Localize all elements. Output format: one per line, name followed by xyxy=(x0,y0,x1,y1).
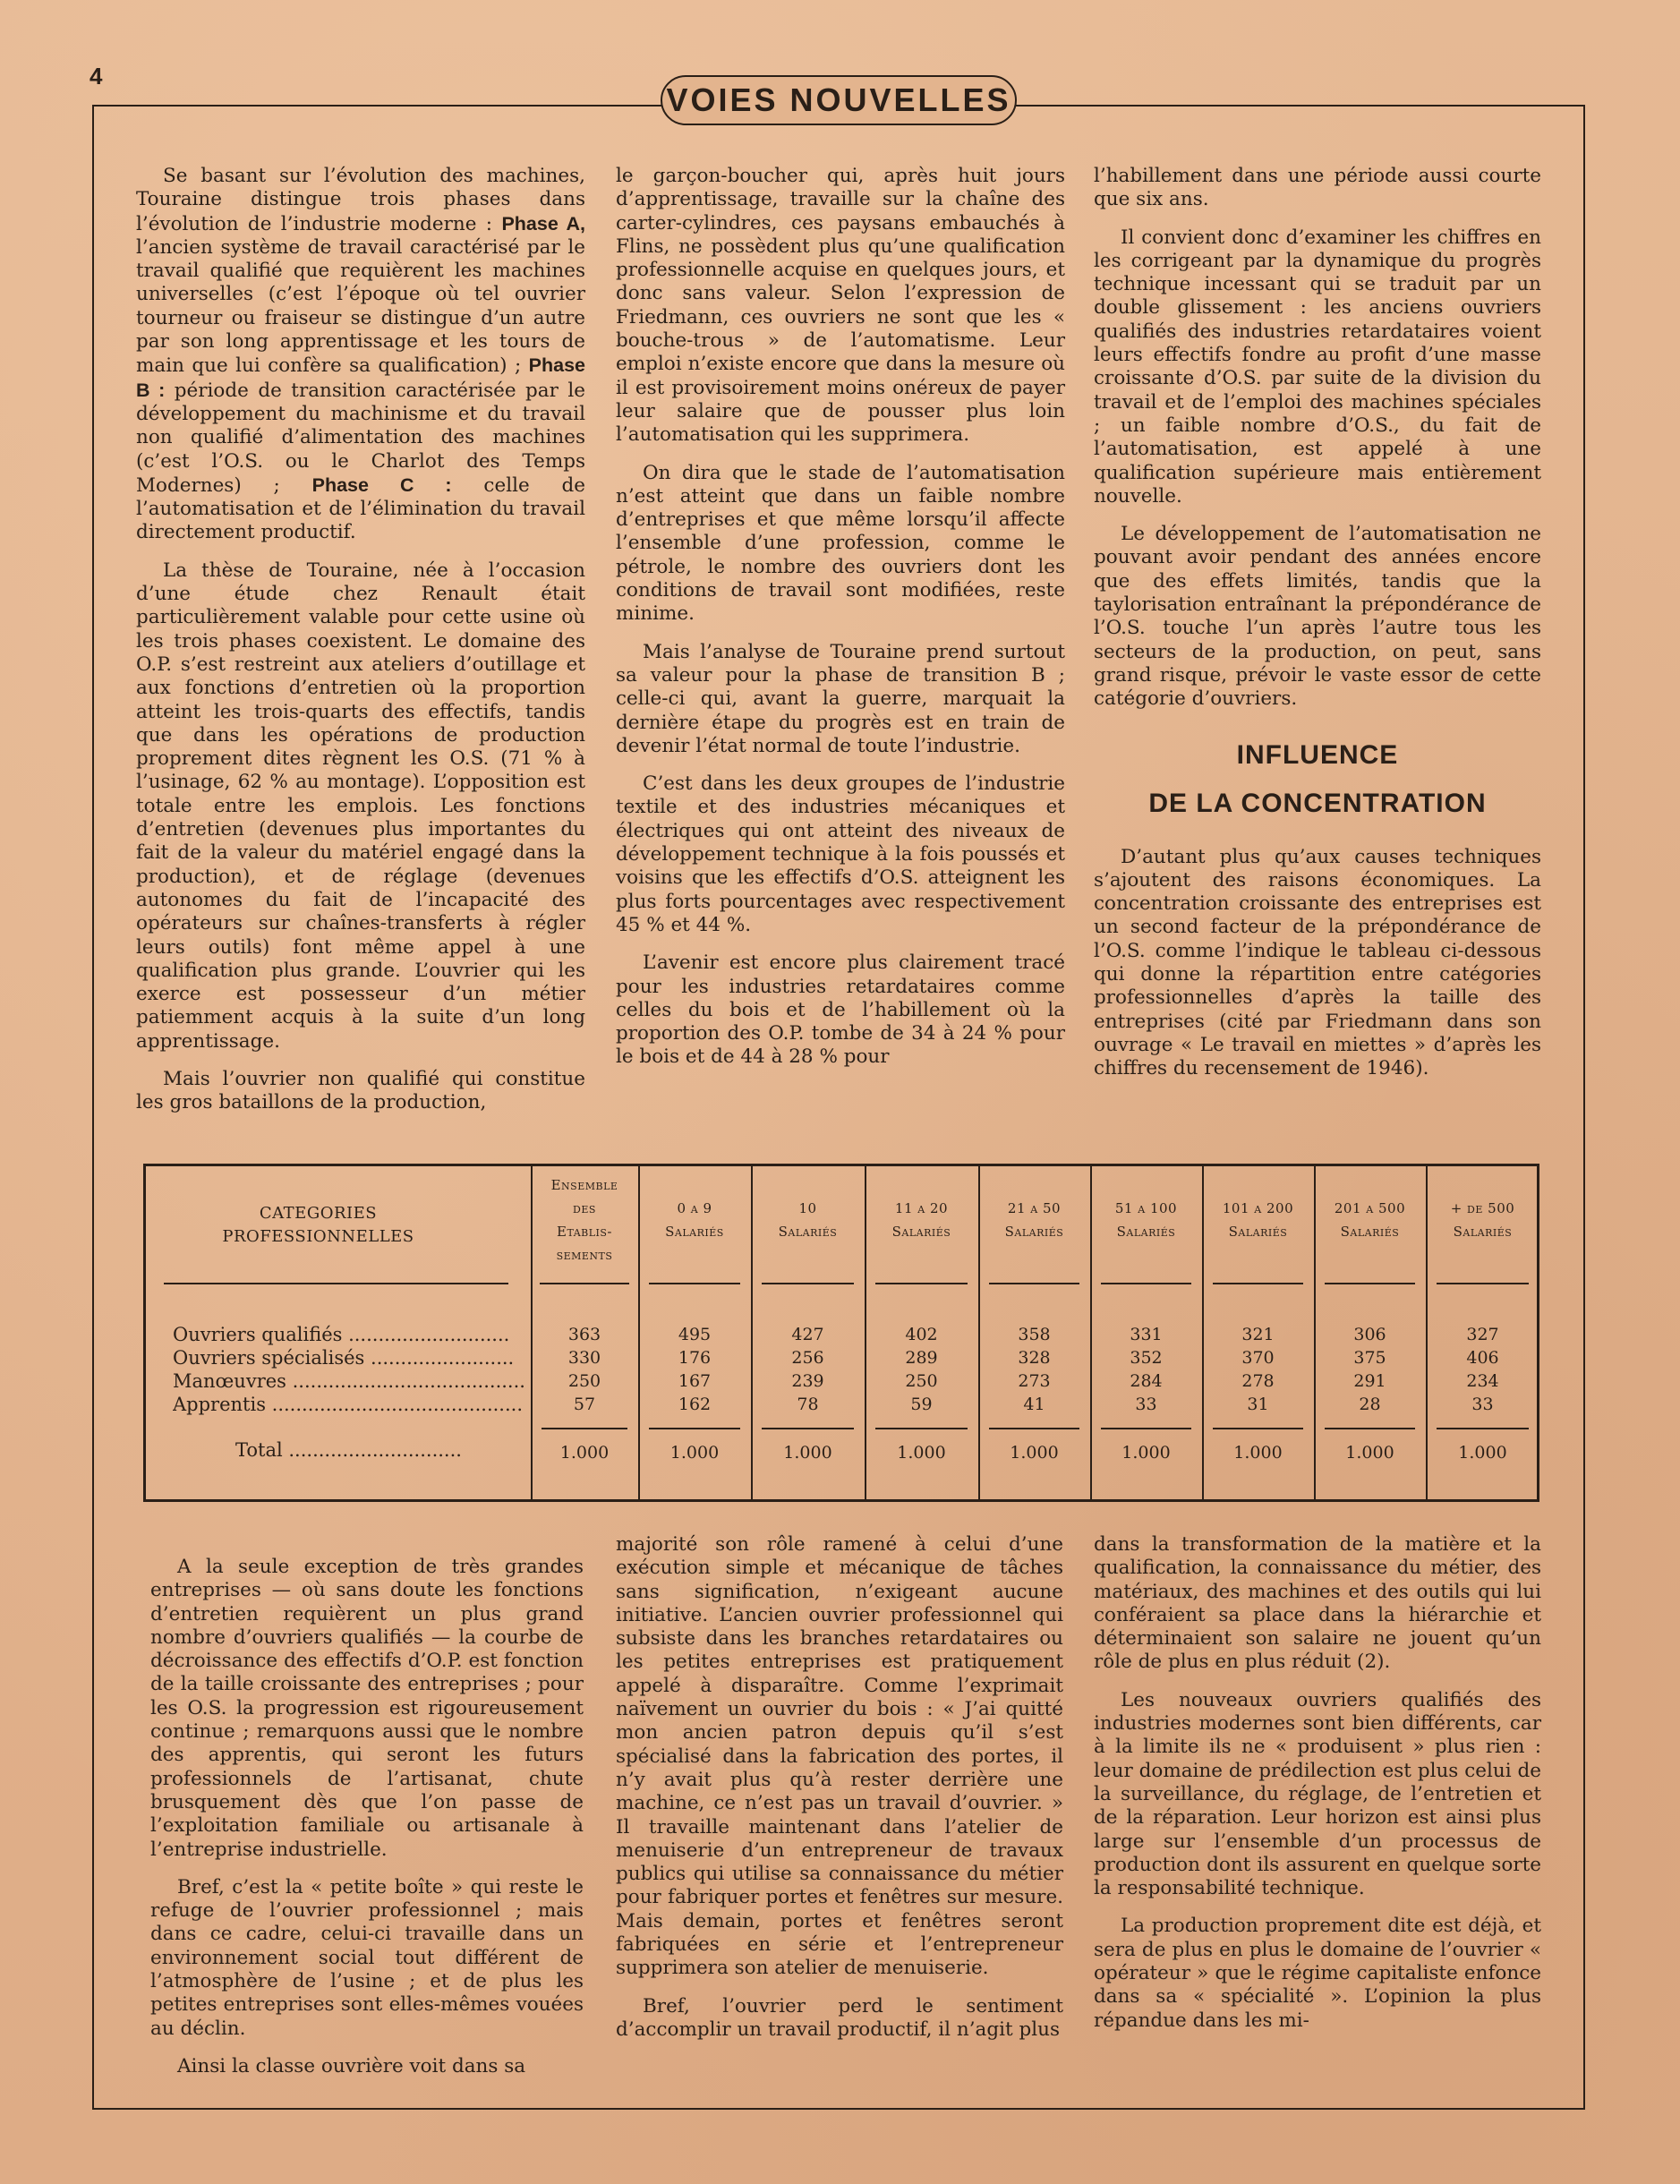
page-number: 4 xyxy=(90,63,103,90)
table-cell: 495 xyxy=(678,1325,712,1344)
table-cell: 234 xyxy=(1466,1371,1499,1391)
table-cell: 33 xyxy=(1471,1395,1494,1414)
column-1-top xyxy=(136,165,585,1130)
header-underline xyxy=(989,1283,1079,1284)
table-cell: 256 xyxy=(791,1348,824,1368)
header-underline xyxy=(1325,1283,1415,1284)
paragraph: Se basant sur l’évolution des machines, Touraine distingue trois phases dans l’évolution de l’industrie moderne : Phase A, l’ancien système de travail caractérisé par le travail qualifié que requièrent les machines universelles (c’est l’époque où tel ouvrier tourneur ou fraiseur se distingue d’un autre par son long apprentissage et les tours de main que lui confère sa qualification) ; Phase B : période de transition caractérisée par le développement du machinisme et du travail non qualifié d’alimentation des machines (c’est l’O.S. ou le Charlot des Temps Modernes) ; Phase C : celle de l’automatisation et de l’élimination du travail directement productif. xyxy=(136,165,585,544)
column-2-bottom xyxy=(616,1533,1063,2056)
table-cell: 321 xyxy=(1241,1325,1275,1344)
table-cell: 28 xyxy=(1359,1395,1381,1414)
table-cell-total: 1.000 xyxy=(559,1443,610,1463)
column-3-bottom xyxy=(1094,1533,1541,2047)
column-header-51-100: 51 a 100 Salariés xyxy=(1114,1200,1178,1240)
paragraph: A la seule exception de très grandes entreprises — où sans doute les fonctions d’entretien requièrent un plus grand nombre d’ouvriers qualifiés — la courbe de décroissance des effectifs d’O.P. est fonction de la taille croissante des entreprises ; pour les O.S. la progression est rigoureusement continue ; remarquons aussi que le nombre des apprentis, qui seront les futurs professionnels de l’artisanat, chute brusquement dès que l’on passe de l’exploitation familiale ou artisanale à l’entreprise industrielle. xyxy=(150,1556,584,1861)
table-cell: 284 xyxy=(1130,1371,1163,1391)
paragraph: Mais l’ouvrier non qualifié qui constitue les gros bataillons de la production, xyxy=(136,1067,585,1114)
sum-underline xyxy=(762,1428,854,1429)
paragraph: le garçon-boucher qui, après huit jours d’apprentissage, travaille sur la chaîne des carter-cylindres, ces paysans embauchés à Flins, ne possèdent plus qu’une qualification professionnelle acquise en quelques jours, et donc sans valeur. Selon l’expression de Friedmann, ces ouvriers ne sont que les « bouche-trous » de l’automatisme. Leur emploi n’existe encore que dans la mesure où il est provisoirement moins onéreux de payer leur salaire que de pousser plus loin l’automatisation qui les supprimera. xyxy=(616,165,1065,447)
header-underline xyxy=(1437,1283,1529,1284)
table-cell: 176 xyxy=(678,1348,712,1368)
table-cell: 330 xyxy=(567,1348,601,1368)
table-cell: 57 xyxy=(573,1395,596,1414)
paragraph: On dira que le stade de l’automatisation n’est atteint que dans un faible nombre d’entreprises et que même lorsqu’il affecte l’ensemble d’une profession, comme le pétrole, le nombre des ouvriers dont les conditions de travail sont modifiées, reste minime. xyxy=(616,461,1065,626)
paragraph: Le développement de l’automatisation ne pouvant avoir pendant des années encore que des effets limités, tandis que la taylorisation entraînant la prépondérance de l’O.S. touche l’un après l’autre tous les secteurs de la production, on peut, sans grand risque, prévoir le vaste essor de cette catégorie d’ouvriers. xyxy=(1094,523,1541,711)
column-header-201-500: 201 a 500 Salariés xyxy=(1334,1200,1406,1240)
table-cell: 31 xyxy=(1247,1395,1269,1414)
table-cell: 328 xyxy=(1018,1348,1051,1368)
section-heading xyxy=(1094,731,1541,828)
sum-underline xyxy=(875,1428,968,1429)
paragraph: majorité son rôle ramené à celui d’une exécution simple et mécanique de tâches sans signification, n’exigeant aucune initiative. L’ancien ouvrier professionnel qui subsiste dans les branches retardataires ou les petites entreprises est pratiquement appelé à disparaître. Comme l’exprimait naïvement un ouvrier du bois : « J’ai quitté mon ancien patron depuis qu’il s’est spécialisé dans la fabrication des portes, il n’y avait plus qu’à rester derrière une machine, ce n’est pas un travail d’ouvrier. » Il travaille maintenant dans l’atelier de menuiserie d’un entrepreneur de travaux publics qui utilise sa connaissance du métier pour fabriquer portes et fenêtres sur mesure. Mais demain, portes et fenêtres seront fabriquées en série et l’entrepreneur supprimera son atelier de menuiserie. xyxy=(616,1533,1063,1980)
header-underline xyxy=(649,1283,740,1284)
row-label-apprentices: Apprentis .......................................... xyxy=(173,1394,524,1415)
paragraph: dans la transformation de la matière et la qualification, la connaissance du métier, des matériaux, des machines et des outils qui lui conféraient sa place dans la hiérarchie et déterminaient son salaire ne jouent qu’un rôle de plus en plus réduit (2). xyxy=(1094,1533,1541,1674)
paragraph: Bref, c’est la « petite boîte » qui reste le refuge de l’ouvrier professionnel ; mais dans ce cadre, celui-ci travaille dans un environnement social tout différent de l’atmosphère de l’usine ; et de plus les petites entreprises sont elles-mêmes vouées au déclin. xyxy=(150,1875,584,2040)
header-underline xyxy=(1213,1283,1303,1284)
phase-c-label: Phase C : xyxy=(311,473,452,496)
sum-underline xyxy=(1437,1428,1529,1429)
row-label-total: Total ............................. xyxy=(235,1439,462,1461)
table-cell: 162 xyxy=(678,1395,712,1414)
table-cell: 291 xyxy=(1353,1371,1386,1391)
table-cell: 78 xyxy=(797,1395,819,1414)
table-cell: 363 xyxy=(567,1325,601,1344)
table-cell-total: 1.000 xyxy=(897,1443,946,1463)
header-underline xyxy=(875,1283,968,1284)
column-header-500-plus: + de 500 Salariés xyxy=(1450,1200,1515,1240)
table-cell: 427 xyxy=(791,1325,824,1344)
column-header-0-9: 0 a 9 Salariés xyxy=(665,1200,724,1240)
phase-a-label: Phase A, xyxy=(501,212,585,235)
table-cell: 289 xyxy=(905,1348,938,1368)
table-cell: 59 xyxy=(910,1395,933,1414)
paragraph: Mais l’analyse de Touraine prend surtout sa valeur pour la phase de transition B ; celle-ci qui, avant la guerre, marquait la dernière étape du progrès est en train de devenir l’état normal de toute l’industrie. xyxy=(616,640,1065,757)
paragraph: D’autant plus qu’aux causes techniques s’ajoutent des raisons économiques. La concentration croissante des entreprises est un second facteur de la prépondérance de l’O.S. comme l’indique le tableau ci-dessous qui donne la répartition entre catégories professionnelles d’après la taille des entreprises (cité par Friedmann dans son ouvrage « Le travail en miettes » d’après les chiffres du recensement de 1946). xyxy=(1094,845,1541,1080)
statistics-table xyxy=(143,1164,1539,1502)
row-label-laborers: Manœuvres ....................................... xyxy=(173,1370,525,1392)
sum-underline xyxy=(989,1428,1079,1429)
table-cell: 331 xyxy=(1130,1325,1163,1344)
masthead-title: VOIES NOUVELLES xyxy=(661,75,1017,125)
paragraph: La production proprement dite est déjà, et sera de plus en plus le domaine de l’ouvrier « opérateur » que le régime capitaliste enfonce dans sa « spécialité ». L’opinion la plus répandue dans les mi- xyxy=(1094,1915,1541,2032)
paragraph: l’habillement dans une période aussi courte que six ans. xyxy=(1094,165,1541,211)
phase-b-label: Phase B : xyxy=(136,354,585,401)
sum-underline xyxy=(1213,1428,1303,1429)
table-cell-total: 1.000 xyxy=(783,1443,832,1463)
table-cell: 370 xyxy=(1241,1348,1275,1368)
table-cell: 358 xyxy=(1018,1325,1051,1344)
row-label-specialized: Ouvriers spécialisés ........................ xyxy=(173,1347,515,1369)
sum-underline xyxy=(649,1428,740,1429)
paragraph: L’avenir est encore plus clairement tracé pour les industries retardataires comme celles du bois et de l’habillement où la proportion des O.P. tombe de 34 à 24 % pour le bois et de 44 à 28 % pour xyxy=(616,951,1065,1069)
row-label-qualified: Ouvriers qualifiés ........................... xyxy=(173,1324,510,1345)
column-2-top xyxy=(616,165,1065,1084)
section-heading-line-1: INFLUENCE xyxy=(1236,739,1399,770)
paragraph: C’est dans les deux groupes de l’industrie textile et des industries mécaniques et électriques qui ont atteint des niveaux de développement technique à la fois poussés et voisins que les effectifs d’O.S. atteignent les plus forts pourcentages avec respectivement 45 % et 44 %. xyxy=(616,772,1065,936)
paragraph: Ainsi la classe ouvrière voit dans sa xyxy=(177,2054,526,2077)
table-cell: 306 xyxy=(1353,1325,1386,1344)
header-underline xyxy=(762,1283,854,1284)
sum-underline xyxy=(542,1428,627,1429)
paragraph: Il convient donc d’examiner les chiffres en les corrigeant par la dynamique du progrès technique incessant qui se traduit par un double glissement : les anciens ouvriers qualifiés des industries retardataires voient leurs effectifs fondre au profit d’une masse croissante d’O.S. par suite de la division du travail et de l’emploi des machines spéciales ; un faible nombre d’O.S., du fait de l’automatisation, est appelé à une qualification supérieure mais entièrement nouvelle. xyxy=(1094,226,1541,508)
section-heading-line-2: DE LA CONCENTRATION xyxy=(1148,788,1487,818)
table-cell: 250 xyxy=(567,1371,601,1391)
paragraph: Les nouveaux ouvriers qualifiés des industries modernes sont bien différents, car à la limite ils ne « produisent » plus rien : leur domaine de prédilection est plus celui de la surveillance, du réglage, de l’entretien et de la réparation. Leur horizon est ainsi plus large sur l’ensemble d’un processus de production dont ils assurent en quelque sorte la responsabilité technique. xyxy=(1094,1688,1541,1900)
column-header-21-50: 21 a 50 Salariés xyxy=(1004,1200,1064,1240)
header-underline xyxy=(164,1283,508,1284)
header-underline xyxy=(540,1283,629,1284)
header-underline xyxy=(1101,1283,1191,1284)
column-header-ensemble: Ensemble des Etablis- sements xyxy=(550,1177,618,1263)
paragraph: Bref, l’ouvrier perd le sentiment d’accomplir un travail productif, il n’agit plus xyxy=(616,1994,1063,2041)
column-3-top xyxy=(1094,165,1541,1096)
table-cell: 375 xyxy=(1353,1348,1386,1368)
category-header: CATEGORIES PROFESSIONNELLES xyxy=(222,1204,414,1246)
sum-underline xyxy=(1325,1428,1415,1429)
column-1-bottom xyxy=(150,1556,584,2093)
table-cell: 406 xyxy=(1466,1348,1499,1368)
table-cell: 278 xyxy=(1241,1371,1275,1391)
column-header-101-200: 101 a 200 Salariés xyxy=(1222,1200,1294,1240)
table-cell-total: 1.000 xyxy=(1345,1443,1394,1463)
table-cell-total: 1.000 xyxy=(1458,1443,1507,1463)
table-cell: 402 xyxy=(905,1325,938,1344)
table-cell: 250 xyxy=(905,1371,938,1391)
column-header-11-20: 11 a 20 Salariés xyxy=(891,1200,951,1240)
column-header-10: 10 Salariés xyxy=(778,1200,838,1240)
table-cell-total: 1.000 xyxy=(669,1443,720,1463)
table-cell: 41 xyxy=(1023,1395,1045,1414)
table-cell: 167 xyxy=(678,1371,712,1391)
table-cell: 352 xyxy=(1130,1348,1163,1368)
table-cell: 327 xyxy=(1466,1325,1499,1344)
sum-underline xyxy=(1101,1428,1191,1429)
table-cell-total: 1.000 xyxy=(1121,1443,1171,1463)
table-cell: 33 xyxy=(1135,1395,1157,1414)
table-cell: 273 xyxy=(1018,1371,1051,1391)
table-cell-total: 1.000 xyxy=(1233,1443,1283,1463)
table-cell: 239 xyxy=(791,1371,824,1391)
table-cell-total: 1.000 xyxy=(1010,1443,1059,1463)
paragraph: La thèse de Touraine, née à l’occasion d’une étude chez Renault était particulièrement valable pour cette usine où les trois phases coexistent. Le domaine des O.P. s’est restreint aux ateliers d’outillage et aux fonctions d’entretien où la proportion atteint les trois-quarts des effectifs, tandis que dans les opérations de production proprement dites règnent les O.S. (71 % à l’usinage, 62 % au montage). L’opposition est totale entre les emplois. Les fonctions d’entretien (devenues plus importantes du fait de la valeur du matériel engagé dans la production), et de réglage (devenues autonomes du fait de l’incapacité des opérateurs sur chaînes-transferts à régler leurs outils) font même appel à une qualification plus grande. L’ouvrier qui les exerce est possesseur d’un métier patiemment acquis à la suite d’un long apprentissage. xyxy=(136,559,585,1053)
